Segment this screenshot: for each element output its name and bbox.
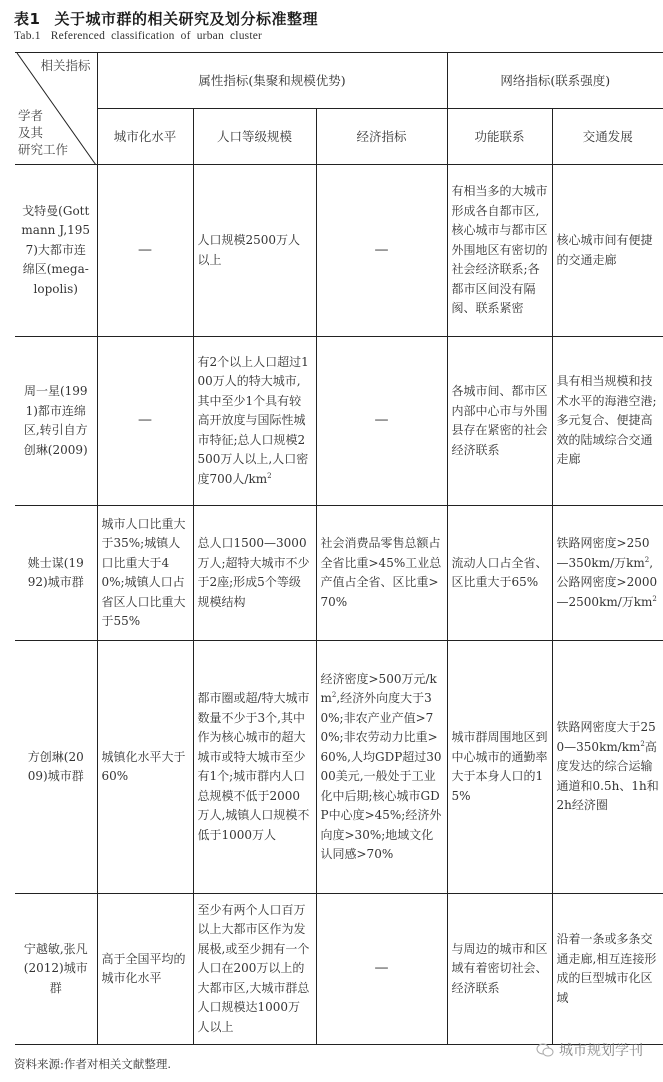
- cell-function: 流动人口占全省、区比重大于65%: [447, 506, 552, 641]
- cell-scholar: 方创琳(2009)城市群: [15, 641, 97, 894]
- watermark-text: 城市规划学刊: [559, 1043, 643, 1059]
- cell-scholar: 周一星(1991)都市连绵区,转引自方创琳(2009): [15, 337, 97, 506]
- cell-population: 总人口1500—3000万人;超特大城市不少于2座;形成5个等级规模结构: [193, 506, 316, 641]
- cell-scholar: 宁越敏,张凡(2012)城市群: [15, 894, 97, 1045]
- table-number-cn: 表1: [14, 10, 41, 28]
- table-row: [15, 506, 663, 641]
- cell-function: 城市群周围地区到中心城市的通勤率大于本身人口的15%: [447, 641, 552, 894]
- wechat-icon: [536, 1043, 554, 1057]
- column-header-economy: 经济指标: [316, 109, 447, 165]
- corner-label-line: 研究工作: [18, 142, 69, 157]
- cell-function: 与周边的城市和区域有着密切社会、经济联系: [447, 894, 552, 1045]
- cell-transport: 铁路网密度>250—350km/万$km^2$,公路网密度>2000—2500km/万$km^2$: [552, 506, 663, 641]
- table-row: [15, 641, 663, 894]
- table-title-en-text: Referenced classification of urban cluster: [50, 30, 263, 42]
- header-row-columns: [15, 109, 663, 165]
- source-note: 资料来源:作者对相关文献整理.: [14, 1057, 172, 1071]
- classification-table: [15, 52, 663, 1045]
- column-header-population: 人口等级规模: [193, 109, 316, 165]
- cell-economy: 社会消费品零售总额占全省比重>45%工业总产值占全省、区比重>70%: [316, 506, 447, 641]
- column-header-transport: 交通发展: [552, 109, 663, 165]
- cell-scholar: 姚士谋(1992)城市群: [15, 506, 97, 641]
- header-row-groups: [15, 53, 663, 109]
- column-header-function: 功能联系: [447, 109, 552, 165]
- cell-urbanization: 高于全国平均的城市化水平: [97, 894, 193, 1045]
- cell-scholar: 戈特曼(Gottmann J,1957)大都市连绵区(mega-lopolis): [15, 165, 97, 337]
- cell-urbanization: —: [97, 337, 193, 506]
- group-header-network: 网络指标(联系强度): [447, 53, 663, 109]
- cell-population: 有2个以上人口超过100万人的特大城市,其中至少1个具有较高开放度与国际性城市特征;总人口规模2500万人以上,人口密度700人$/km^2$: [193, 337, 316, 506]
- group-header-attribute: 属性指标(集聚和规模优势): [97, 53, 447, 109]
- corner-label-line: 及其: [18, 125, 44, 140]
- cell-transport: 沿着一条或多条交通走廊,相互连接形成的巨型城市化区域: [552, 894, 663, 1045]
- cell-economy: —: [316, 894, 447, 1045]
- table-row: [15, 165, 663, 337]
- watermark: [536, 1040, 643, 1060]
- cell-urbanization: 城镇化水平大于60%: [97, 641, 193, 894]
- corner-label-line: 学者: [18, 108, 44, 123]
- table-title-cn: [14, 8, 318, 29]
- cell-population: 都市圈或超/特大城市数量不少于3个,其中作为核心城市的超大城市或特大城市至少有1个;城市群内人口总规模不低于2000万人,城镇人口规模不低于1000万人: [193, 641, 316, 894]
- corner-label-indicators: 相关指标: [40, 58, 91, 73]
- cell-economy: —: [316, 165, 447, 337]
- table-number-en: Tab.1: [14, 30, 41, 42]
- cell-urbanization: 城市人口比重大于35%;城镇人口比重大于40%;城镇人口占省区人口比重大于55%: [97, 506, 193, 641]
- header-corner-cell: [15, 53, 97, 165]
- table-row: [15, 894, 663, 1045]
- cell-function: 各城市间、都市区内部中心市与外围县存在紧密的社会经济联系: [447, 337, 552, 506]
- cell-urbanization: —: [97, 165, 193, 337]
- cell-population: 至少有两个人口百万以上大都市区作为发展极,或至少拥有一个人口在200万以上的大都市区,大城市群总人口规模达1000万人以上: [193, 894, 316, 1045]
- corner-label-scholars: [18, 107, 68, 158]
- cell-economy: —: [316, 337, 447, 506]
- table-row: [15, 337, 663, 506]
- cell-transport: 具有相当规模和技术水平的海港空港;多元复合、便捷高效的陆域综合交通走廊: [552, 337, 663, 506]
- table-title-en: [14, 30, 262, 42]
- cell-economy: 经济密度>500万元$/km^2$,经济外向度大于30%;非农产业产值>70%;非农劳动力比重>60%,人均GDP超过3000美元,一般处于工业化中后期;核心城市GDP中心度>45%;经济外向度>30%;地域文化认同感>70%: [316, 641, 447, 894]
- cell-population: 人口规模2500万人以上: [193, 165, 316, 337]
- column-header-urbanization: 城市化水平: [97, 109, 193, 165]
- table-title-cn-text: 关于城市群的相关研究及划分标准整理: [54, 10, 318, 28]
- cell-function: 有相当多的大城市形成各自都市区,核心城市与都市区外围地区有密切的社会经济联系;各都市区间没有隔阂、联系紧密: [447, 165, 552, 337]
- cell-transport: 核心城市间有便捷的交通走廊: [552, 165, 663, 337]
- cell-transport: 铁路网密度大于$250—350km/km^2$高度发达的综合运输通道和0.5h、1h和2h经济圈: [552, 641, 663, 894]
